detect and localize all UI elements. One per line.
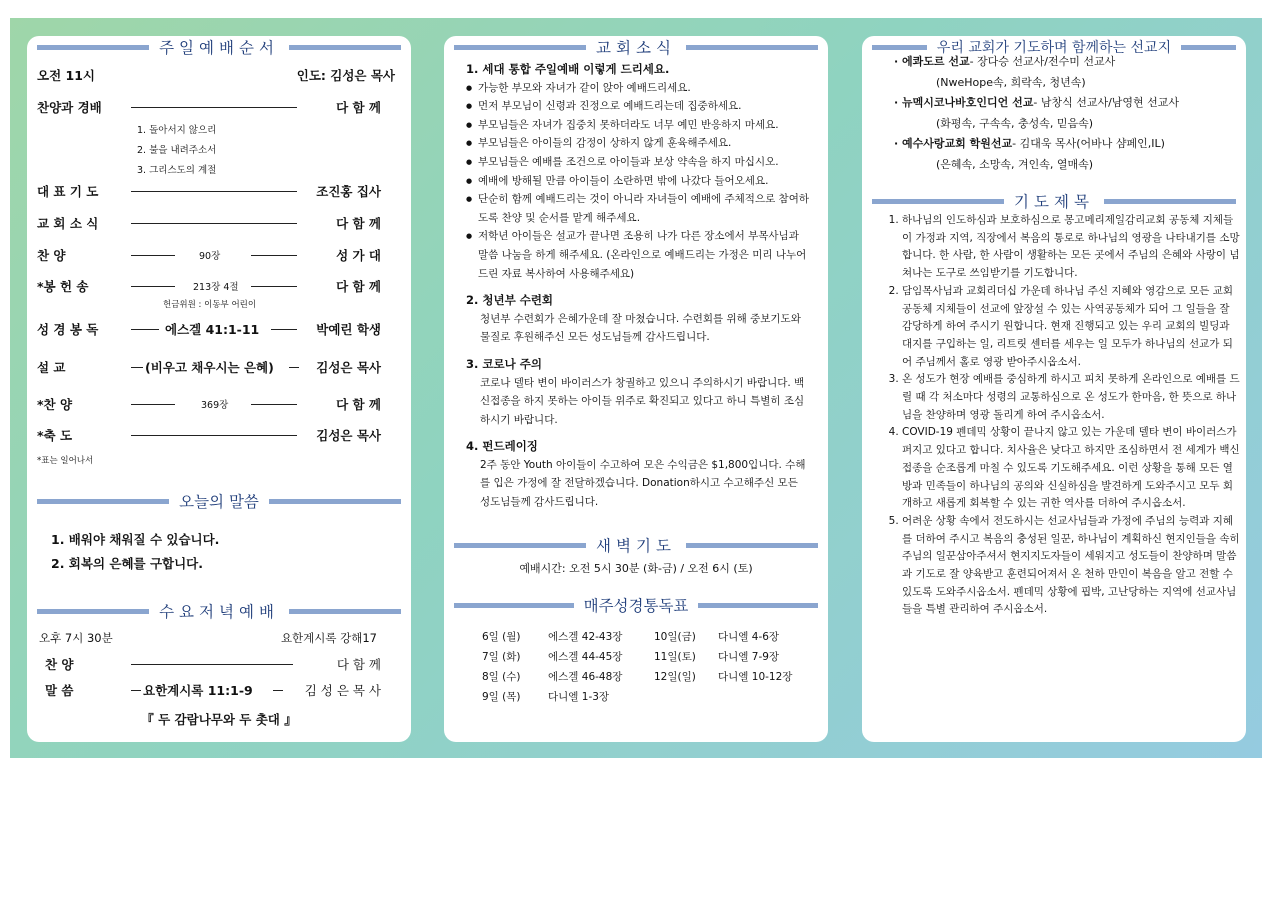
praise-song: 1. 돌아서지 않으리 bbox=[137, 125, 217, 136]
prayer-list bbox=[902, 212, 1240, 619]
order-item-person: 조진홍 집사 bbox=[316, 184, 381, 199]
order-item-person: 김성은 목사 bbox=[316, 428, 381, 443]
news-bullet: ● 부모님들은 예배를 조건으로 아이들과 보상 약속을 하지 마십시오. bbox=[466, 153, 811, 172]
order-leader-line bbox=[251, 404, 297, 405]
mission-item bbox=[894, 134, 1234, 155]
news-bullet: ● 저학년 아이들은 설교가 끝나면 조용히 나가 다른 장소에서 부목사님과 말씀 나눔을 하게 해주세요. (온라인으로 예배드리는 가정은 미리 나누어드린 자료 복사하여 사용해주세요) bbox=[466, 227, 811, 283]
order-leader-line bbox=[131, 107, 297, 108]
wednesday-series: 요한계시록 강해17 bbox=[280, 631, 377, 645]
order-item-detail: 90장 bbox=[199, 251, 221, 262]
reading-chapters: 에스겔 44-45장 bbox=[548, 650, 623, 663]
news-bullet: ● 부모님들은 자녀가 집중치 못하더라도 너무 예민 반응하지 마세요. bbox=[466, 116, 811, 135]
worship-order-header bbox=[27, 36, 411, 58]
missions-prayer-panel bbox=[862, 36, 1246, 742]
praise-song: 3. 그리스도의 계절 bbox=[137, 165, 217, 176]
reading-chapters: 다니엘 10-12장 bbox=[718, 670, 793, 683]
reading-chapters: 에스겔 46-48장 bbox=[548, 670, 623, 683]
order-item-detail: 에스겔 41:1-11 bbox=[165, 322, 260, 337]
bible-reading-header bbox=[444, 594, 828, 616]
church-news-panel bbox=[444, 36, 828, 742]
order-item-person: 성 가 대 bbox=[336, 248, 381, 263]
reading-chapters: 에스겔 42-43장 bbox=[548, 630, 623, 643]
wednesday-sermon-title: 『 두 감람나무와 두 촛대 』 bbox=[141, 712, 297, 727]
worship-time: 오전 11시 bbox=[37, 68, 95, 83]
order-item-person: 김성은 목사 bbox=[316, 360, 381, 375]
reading-chapters: 다니엘 7-9장 bbox=[718, 650, 780, 663]
news-paragraph: 2주 동안 Youth 아이들이 수고하여 모은 수익금은 $1,800입니다. 수해를 입은 가정에 잘 전달하겠습니다. Donation하시고 수고해주신 모든 성도님들께 감사드립니다. bbox=[480, 458, 806, 509]
today-word-title: 오늘의 말씀 bbox=[179, 493, 259, 511]
church-news-title: 교회소식 bbox=[596, 39, 676, 57]
order-leader-line bbox=[131, 286, 175, 287]
news-heading: 3. 코로나 주의 bbox=[466, 356, 542, 371]
reading-day: 7일 (화) bbox=[482, 650, 521, 663]
order-item-label: 대 표 기 도 bbox=[37, 184, 99, 199]
wednesday-word-label: 말 씀 bbox=[45, 683, 74, 698]
word-point: 1. 배워야 채워질 수 있습니다. bbox=[51, 532, 220, 547]
prayer-item: 4. COVID-19 펜데믹 상황이 끝나지 않고 있는 가운데 델타 변이 바이러스가 퍼지고 있다고 합니다. 치사율은 낮다고 하지만 조심하면서 전 세계가 백신 접종을 순조롭게 마칠 수 있도록 기도해주세요. 이런 상황을 통해 모든 열방과 민족들이 하나님의 공의와 신실하심을 발견하게 도와주시고 모두 회개하고 새롭게 회복할 수 있는 귀한 역사를 더하여 주시옵소서. bbox=[902, 424, 1240, 513]
news-bullet: ● 먼저 부모님이 신령과 진정으로 예배드리는데 집중하세요. bbox=[466, 97, 811, 116]
praise-song: 2. 불을 내려주소서 bbox=[137, 145, 217, 156]
wednesday-time: 오후 7시 30분 bbox=[39, 631, 113, 645]
dawn-prayer-title: 새벽기도 bbox=[596, 537, 676, 555]
reading-day bbox=[654, 686, 718, 706]
order-item-label: *봉 헌 송 bbox=[37, 279, 89, 294]
news-heading: 2. 청년부 수련회 bbox=[466, 293, 554, 308]
reading-day: 12일(일) bbox=[654, 670, 696, 683]
news-bullet: ● 가능한 부모와 자녀가 같이 앉아 예배드리세요. bbox=[466, 79, 811, 98]
order-leader-line bbox=[271, 329, 297, 330]
order-item-label: *축 도 bbox=[37, 428, 73, 443]
today-word-header bbox=[27, 490, 411, 512]
wednesday-praise-person: 다 함 께 bbox=[336, 657, 381, 672]
table-row bbox=[482, 646, 798, 666]
mission-name: · 에콰도르 선교 bbox=[894, 55, 970, 68]
order-item-person: 다 함 께 bbox=[336, 279, 381, 294]
order-leader-line bbox=[131, 329, 159, 330]
order-leader-line bbox=[251, 255, 297, 256]
order-leader-line bbox=[289, 367, 299, 368]
dawn-prayer-header bbox=[444, 534, 828, 556]
church-news-body bbox=[466, 60, 811, 512]
stand-note: *표는 일어나서 bbox=[37, 456, 94, 466]
news-paragraph: 코로나 델타 변이 바이러스가 창궐하고 있으니 주의하시기 바랍니다. 백신접종을 하지 못하는 아이들 위주로 확진되고 있다고 하니 특별히 조심하시기 바랍니다. bbox=[480, 376, 805, 426]
order-item-person: 다 함 께 bbox=[336, 397, 381, 412]
prayer-item: 3. 온 성도가 현장 예배를 중심하게 하시고 피치 못하게 온라인으로 예배를 드릴 때 각 처소마다 성령의 교통하심으로 온 성도가 한마음, 한 뜻으로 하나님을 찬양하며 영광 돌리게 하여 주시옵소서. bbox=[902, 371, 1240, 424]
reading-chapters: 다니엘 1-3장 bbox=[548, 690, 610, 703]
news-heading: 1. 세대 통합 주일예배 이렇게 드리세요. bbox=[466, 62, 670, 76]
table-row bbox=[482, 686, 798, 706]
reading-day: 8일 (수) bbox=[482, 670, 521, 683]
church-news-header bbox=[444, 36, 828, 58]
order-leader-line bbox=[131, 223, 297, 224]
reading-day: 10일(금) bbox=[654, 630, 696, 643]
reading-day: 9일 (목) bbox=[482, 690, 521, 703]
mission-groups: (화평속, 구속속, 충성속, 믿음속) bbox=[936, 116, 1094, 130]
order-leader-line bbox=[131, 664, 293, 665]
word-point: 2. 회복의 은혜를 구합니다. bbox=[51, 556, 204, 571]
wednesday-scripture: 요한계시록 11:1-9 bbox=[143, 683, 253, 698]
prayer-header bbox=[862, 190, 1246, 212]
missions-list bbox=[894, 52, 1234, 175]
order-item-label: 성 경 봉 독 bbox=[37, 322, 99, 337]
order-item-person: 다 함 께 bbox=[336, 216, 381, 231]
mission-detail: - 장다승 선교사/전수미 선교사 bbox=[969, 55, 1116, 68]
order-leader-line bbox=[131, 255, 175, 256]
prayer-item: 1. 하나님의 인도하심과 보호하심으로 몽고메리제일감리교회 공동체 지체들이 가정과 지역, 직장에서 복음의 통로로 하나님의 영광을 나타내기를 소망합니다. 한 사람, 한 사람이 생활하는 모든 곳에서 주님의 은혜와 사랑이 넘쳐나는 도구로 쓰임받기를 기도합니다. bbox=[902, 212, 1240, 283]
prayer-item: 5. 어려운 상황 속에서 전도하시는 선교사님들과 가정에 주님의 능력과 지혜를 더하여 주시고 복음의 충성된 일꾼, 하나님이 계획하신 현지인들을 속히 주님의 일꾼삼아주셔서 현지지도자들이 세워지고 성도들이 찬양하며 말씀과 기도로 잘 양육받고 훈련되어져서 온 천하 만민이 복음을 알고 전할 수 있도록 도와주시옵소서. 펜데믹 상황에 핍박, 고난당하는 지역에 선교사님들을 특별 관리하여 주시옵소서. bbox=[902, 513, 1240, 619]
mission-detail: - 남창식 선교사/남영현 선교사 bbox=[1033, 96, 1180, 109]
reading-chapters: 다니엘 4-6장 bbox=[718, 630, 780, 643]
dawn-prayer-times: 예배시간: 오전 5시 30분 (화-금) / 오전 6시 (토) bbox=[519, 562, 753, 575]
mission-groups: (은혜속, 소망속, 겨인속, 열매속) bbox=[936, 157, 1094, 171]
order-item-label: 설 교 bbox=[37, 360, 66, 375]
order-item-label: *찬 양 bbox=[37, 397, 73, 412]
order-item-label: 교 회 소 식 bbox=[37, 216, 99, 231]
mission-detail: - 김대욱 목사(어바나 샴페인,IL) bbox=[1012, 137, 1165, 150]
news-bullet: ● 부모님들은 아이들의 감정이 상하지 않게 훈육해주세요. bbox=[466, 134, 811, 153]
bulletin-background bbox=[10, 18, 1262, 758]
order-item-detail: 213장 4절 bbox=[193, 282, 239, 293]
reading-chapters bbox=[718, 686, 798, 706]
mission-groups: (NweHope속, 희락속, 청년속) bbox=[936, 75, 1086, 89]
order-leader-line bbox=[131, 690, 141, 691]
wednesday-preacher: 김 성 은 목 사 bbox=[304, 683, 381, 698]
order-item-person: 박예린 학생 bbox=[316, 322, 381, 337]
reading-day: 6일 (월) bbox=[482, 630, 521, 643]
sermon-title: (비우고 채우시는 은혜) bbox=[145, 360, 274, 375]
order-item-person: 다 함 께 bbox=[336, 100, 381, 115]
order-leader-line bbox=[131, 191, 297, 192]
order-leader-line bbox=[131, 435, 297, 436]
prayer-item: 2. 담임목사님과 교회리더십 가운데 하나님 주신 지혜와 영감으로 모든 교회공동체 지체들이 선교에 앞장설 수 있는 사역공동체가 되어 그 일들을 잘 감당하게 하여 주시기 원합니다. 현재 진행되고 있는 우리 교회의 빌딩과 대지를 구입하는 일, 리트릿 센터를 세우는 일 모두가 하나님의 선교가 되어 주님께서 홀로 영광 받아주시옵소서. bbox=[902, 283, 1240, 372]
table-row bbox=[482, 626, 798, 646]
mission-name: · 예수사랑교회 학원선교 bbox=[894, 137, 1013, 150]
order-item-label: 찬 양 bbox=[37, 248, 66, 263]
worship-order-title: 주일예배순서 bbox=[159, 39, 279, 57]
mission-item bbox=[894, 93, 1234, 114]
table-row bbox=[482, 666, 798, 686]
bible-reading-table bbox=[482, 626, 798, 706]
order-leader-line bbox=[251, 286, 297, 287]
news-bullet: ● 단순히 함께 예배드리는 것이 아니라 자녀들이 예배에 주체적으로 참여하도록 찬양 및 순서를 맡게 해주세요. bbox=[466, 190, 811, 227]
order-leader-line bbox=[131, 404, 175, 405]
mission-item bbox=[894, 52, 1234, 73]
order-leader-line bbox=[131, 367, 143, 368]
worship-order-panel bbox=[27, 36, 411, 742]
news-heading: 4. 펀드레이징 bbox=[466, 439, 538, 454]
order-item-label: 찬양과 경배 bbox=[37, 100, 102, 115]
worship-leader: 인도: 김성은 목사 bbox=[296, 68, 395, 83]
reading-day: 11일(토) bbox=[654, 650, 696, 663]
bible-reading-title: 매주성경통독표 bbox=[583, 597, 689, 615]
offering-note: 헌금위원 : 이동부 어린이 bbox=[163, 300, 257, 310]
wednesday-praise-label: 찬 양 bbox=[45, 657, 74, 672]
wednesday-service-header bbox=[27, 600, 411, 622]
wednesday-service-title: 수요저녁예배 bbox=[159, 603, 279, 621]
missions-title: 우리 교회가 기도하며 함께하는 선교지 bbox=[936, 40, 1172, 56]
prayer-title: 기도제목 bbox=[1014, 193, 1094, 211]
order-item-detail: 369장 bbox=[201, 400, 229, 411]
news-paragraph: 청년부 수련회가 은혜가운데 잘 마쳤습니다. 수련회를 위해 중보기도와 물질로 후원해주신 모든 성도님들께 감사드립니다. bbox=[480, 312, 801, 344]
order-leader-line bbox=[273, 690, 283, 691]
news-bullet: ● 예배에 방해될 만큼 아이들이 소란하면 밖에 나갔다 들어오세요. bbox=[466, 172, 811, 191]
mission-name: · 뉴멕시코나바호인디언 선교 bbox=[894, 96, 1034, 109]
